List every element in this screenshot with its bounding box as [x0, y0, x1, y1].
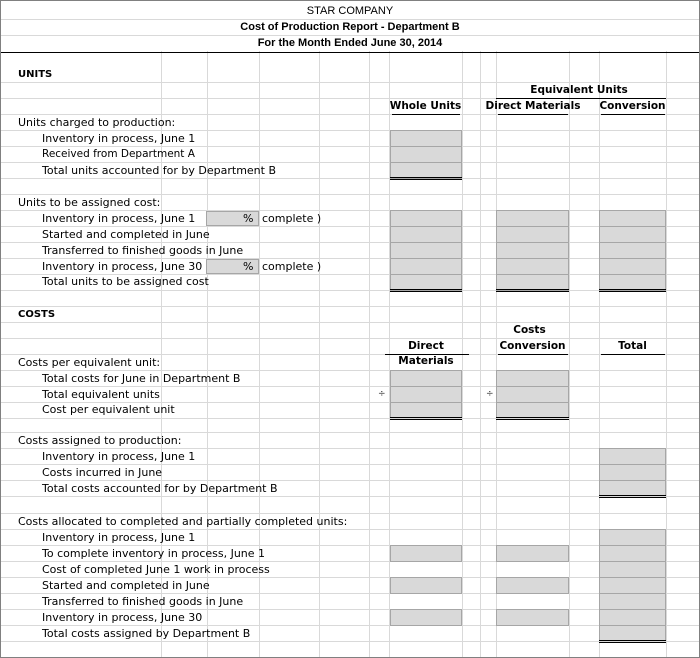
percent-sign: % — [243, 212, 254, 225]
col-underline — [601, 354, 665, 355]
input-cell[interactable] — [390, 402, 462, 418]
input-cell[interactable] — [390, 258, 462, 275]
assigned-item: Inventory in process, June 30 — [42, 260, 203, 273]
total-double-underline — [390, 179, 462, 180]
assigned-item: Total units to be assigned cost — [42, 275, 209, 288]
input-cell[interactable] — [390, 386, 462, 403]
assigned-item: Inventory in process, June 1 — [42, 212, 196, 225]
input-cell[interactable] — [599, 609, 666, 626]
costs-allocated-heading: Costs allocated to completed and partially completed units: — [18, 515, 348, 528]
allocated-item: Transferred to finished goods in June — [42, 595, 244, 608]
header-divider — [1, 52, 699, 53]
col-underline — [498, 114, 568, 115]
units-charged-heading: Units charged to production: — [18, 116, 176, 129]
col-direct-materials: Direct Materials — [485, 100, 581, 112]
costs-assigned-item: Costs incurred in June — [42, 466, 163, 479]
gridline — [1, 338, 699, 339]
col-whole-units: Whole Units — [389, 100, 462, 112]
gridline — [1, 641, 699, 642]
units-section-label: UNITS — [18, 69, 53, 80]
input-cell[interactable] — [496, 210, 569, 227]
allocated-item: To complete inventory in process, June 1 — [42, 547, 266, 560]
input-cell[interactable] — [496, 258, 569, 275]
costs-assigned-item: Inventory in process, June 1 — [42, 450, 196, 463]
total-double-underline — [599, 289, 666, 290]
input-cell[interactable] — [599, 577, 666, 594]
allocated-item: Inventory in process, June 1 — [42, 531, 196, 544]
assigned-item: Transferred to finished goods in June — [42, 244, 244, 257]
col-conversion: Conversion — [599, 100, 666, 112]
complete-label: complete ) — [262, 260, 322, 273]
col-underline — [392, 114, 460, 115]
col-total: Total — [618, 340, 647, 352]
input-cell[interactable] — [599, 625, 666, 641]
input-cell[interactable] — [496, 545, 569, 562]
input-cell[interactable] — [496, 609, 569, 626]
total-double-underline — [390, 289, 462, 290]
gridline — [1, 178, 699, 179]
input-cell[interactable] — [599, 464, 666, 481]
assigned-item: Started and completed in June — [42, 228, 210, 241]
allocated-item: Cost of completed June 1 work in process — [42, 563, 270, 576]
gridline — [1, 322, 699, 323]
costs-assigned-item: Total costs accounted for by Department B — [42, 482, 278, 495]
total-double-underline — [599, 495, 666, 496]
col-underline — [498, 354, 568, 355]
total-double-underline — [496, 419, 569, 420]
total-double-underline — [599, 640, 666, 641]
total-double-underline — [599, 642, 666, 643]
charged-item: Total units accounted for by Department B — [42, 164, 277, 177]
total-double-underline — [390, 177, 462, 178]
input-cell[interactable] — [599, 242, 666, 259]
input-cell[interactable] — [599, 529, 666, 546]
col-direct-materials-costs: Direct Materials — [398, 340, 454, 367]
per-unit-item: Total equivalent units — [42, 388, 160, 401]
percent-sign: % — [243, 260, 254, 273]
input-cell[interactable] — [390, 609, 462, 626]
input-cell[interactable] — [390, 242, 462, 259]
costs-section-label: COSTS — [18, 309, 56, 320]
input-cell[interactable] — [599, 210, 666, 227]
input-cell[interactable] — [390, 370, 462, 387]
costs-per-unit-heading: Costs per equivalent unit: — [18, 356, 161, 369]
equivalent-units-heading: Equivalent Units — [530, 84, 628, 96]
input-cell[interactable] — [390, 577, 462, 594]
complete-label: complete ) — [262, 212, 322, 225]
input-cell[interactable] — [390, 130, 462, 147]
input-cell[interactable] — [496, 370, 569, 387]
divide-icon: ÷ — [378, 389, 386, 399]
total-double-underline — [496, 417, 569, 418]
input-cell[interactable] — [496, 242, 569, 259]
costs-assigned-heading: Costs assigned to production: — [18, 434, 182, 447]
input-cell[interactable] — [390, 226, 462, 243]
input-cell[interactable] — [496, 577, 569, 594]
input-cell[interactable] — [599, 593, 666, 610]
input-cell[interactable] — [599, 448, 666, 465]
total-double-underline — [599, 291, 666, 292]
input-cell[interactable] — [496, 386, 569, 403]
report-period: For the Month Ended June 30, 2014 — [257, 37, 443, 49]
total-double-underline — [496, 291, 569, 292]
total-double-underline — [390, 417, 462, 418]
input-cell[interactable] — [496, 226, 569, 243]
input-cell[interactable] — [599, 561, 666, 578]
input-cell[interactable] — [599, 545, 666, 562]
allocated-item: Total costs assigned by Department B — [42, 627, 251, 640]
total-double-underline — [390, 419, 462, 420]
per-unit-item: Cost per equivalent unit — [42, 403, 175, 416]
input-cell[interactable] — [599, 480, 666, 496]
col-conversion-costs: Conversion — [499, 340, 566, 352]
divide-icon: ÷ — [486, 389, 494, 399]
report-title: Cost of Production Report - Department B — [240, 21, 460, 33]
costs-heading: Costs — [513, 324, 546, 336]
input-cell[interactable] — [390, 545, 462, 562]
input-cell[interactable] — [496, 402, 569, 418]
input-cell[interactable] — [599, 226, 666, 243]
input-cell[interactable] — [390, 146, 462, 163]
company-name: STAR COMPANY — [306, 5, 394, 17]
gridline — [1, 418, 699, 419]
input-cell[interactable] — [390, 210, 462, 227]
gridline — [1, 496, 699, 497]
charged-item: Inventory in process, June 1 — [42, 132, 196, 145]
total-double-underline — [496, 289, 569, 290]
gridline — [1, 290, 699, 291]
charged-item: Received from Department A — [42, 148, 195, 160]
total-double-underline — [599, 497, 666, 498]
allocated-item: Started and completed in June — [42, 579, 210, 592]
allocated-item: Inventory in process, June 30 — [42, 611, 203, 624]
col-underline — [601, 114, 665, 115]
gridline — [1, 306, 699, 307]
total-double-underline — [390, 291, 462, 292]
input-cell[interactable] — [599, 258, 666, 275]
units-assigned-heading: Units to be assigned cost: — [18, 196, 161, 209]
per-unit-item: Total costs for June in Department B — [42, 372, 241, 385]
col-underline — [385, 354, 469, 355]
